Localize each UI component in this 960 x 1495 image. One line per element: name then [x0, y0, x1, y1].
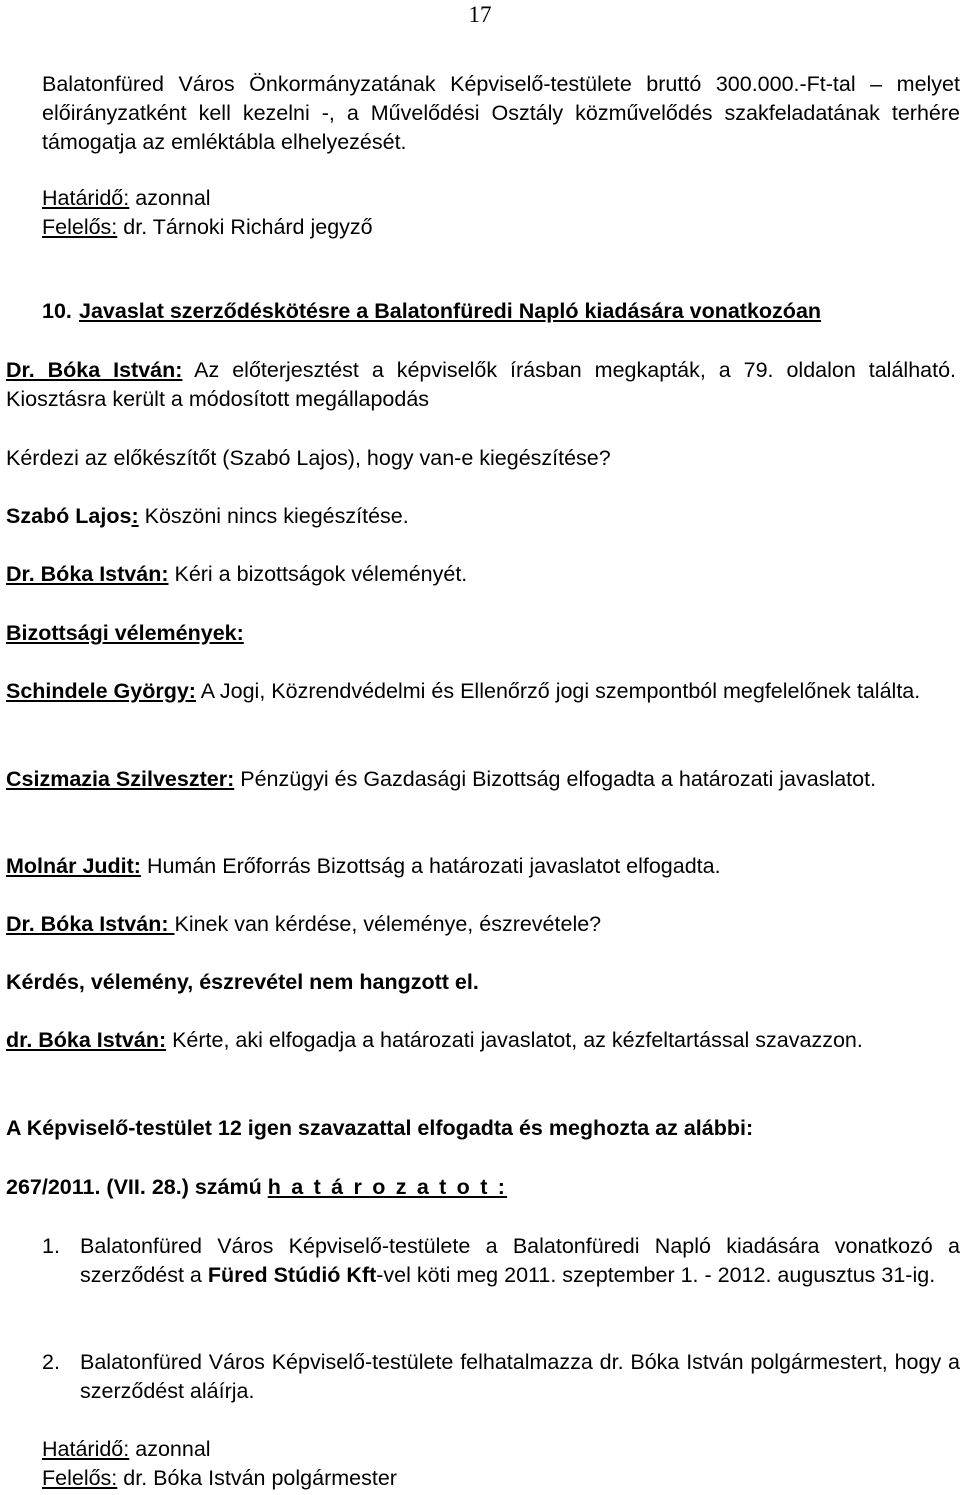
deadline-value: azonnal: [135, 186, 211, 210]
list-text: [80, 1348, 960, 1406]
list-text-part: -vel köti meg 2011. szeptember 1. - 2012. augusztus 31-ig.: [376, 1263, 936, 1287]
resolution-responsible: [42, 1464, 960, 1493]
paragraph-2: Kérdezi az előkészítőt (Szabó Lajos), hogy van-e kiegészítése?: [6, 446, 611, 470]
paragraph-4: [6, 560, 956, 589]
resolution-number: 267/2011. (VII. 28.) számú: [6, 1175, 268, 1199]
resolution-word: h a t á r o z a t o t :: [267, 1175, 508, 1199]
paragraph-text: Kinek van kérdése, véleménye, észrevétele?: [174, 912, 602, 936]
paragraph-6: [6, 677, 956, 706]
paragraph-text: Pénzügyi és Gazdasági Bizottság elfogadta a határozati javaslatot.: [234, 767, 877, 791]
speaker: dr. Bóka István:: [6, 1028, 167, 1052]
committee-opinions-heading: Bizottsági vélemények:: [6, 621, 244, 645]
paragraph-11: [6, 1026, 956, 1055]
list-number: 2.: [42, 1350, 60, 1374]
deadline-label: Határidő:: [42, 186, 130, 210]
paragraph-text: A Jogi, Közrendvédelmi és Ellenőrző jogi szempontból megfelelőnek találta.: [195, 679, 921, 703]
responsible-label: Felelős:: [42, 1466, 118, 1490]
paragraph-1: [6, 356, 956, 414]
deadline-label: Határidő:: [42, 1437, 130, 1461]
speaker: Schindele György:: [6, 679, 196, 703]
resolution-heading: [6, 1173, 956, 1202]
speaker-colon: :: [131, 504, 139, 528]
paragraph-text: Kérte, aki elfogadja a határozati javaslatot, az kézfeltartással szavazzon.: [166, 1028, 863, 1052]
paragraph-text: Az előterjesztést a képviselők írásban megkapták, a 79. oldalon található. Kiosztásra került a módosított megállapodás: [6, 358, 957, 411]
speaker: Szabó Lajos: [6, 504, 132, 528]
intro-deadline: [42, 184, 960, 213]
intro-paragraph: Balatonfüred Város Önkormányzatának Képviselő-testülete bruttó 300.000.-Ft-tal – melyet előirányzatként kell kezelni -, a Művelődési Osztály közművelődés szakfeladatának terhére támogatja az emléktábla elhelyezését.: [42, 72, 960, 154]
paragraph-text: Humán Erőforrás Bizottság a határozati javaslatot elfogadta.: [140, 854, 721, 878]
vote-result: A Képviselő-testület 12 igen szavazattal elfogadta és meghozta az alábbi:: [6, 1116, 754, 1140]
section-number: 10.: [42, 299, 72, 323]
resolution-deadline: [42, 1435, 960, 1464]
list-text-part: Balatonfüred Város Képviselő-testülete felhatalmazza dr. Bóka István polgármestert, hogy a szerződést aláírja.: [80, 1350, 960, 1403]
paragraph-8: [6, 852, 956, 881]
deadline-value: azonnal: [135, 1437, 211, 1461]
paragraph-9: [6, 910, 956, 939]
responsible-label: Felelős:: [42, 215, 118, 239]
paragraph-3: [6, 502, 956, 531]
speaker: Dr. Bóka István:: [6, 912, 175, 936]
resolution-item-2: [42, 1348, 960, 1406]
paragraph-7: [6, 765, 956, 794]
section-heading: [42, 297, 960, 326]
speaker: Csizmazia Szilveszter:: [6, 767, 235, 791]
responsible-value: dr. Bóka István polgármester: [123, 1466, 397, 1490]
intro-responsible: [42, 213, 960, 242]
paragraph-text: Köszöni nincs kiegészítése.: [138, 504, 409, 528]
list-text: [80, 1232, 960, 1290]
list-number: 1.: [42, 1234, 60, 1258]
resolution-item-1: [42, 1232, 960, 1290]
speaker: Dr. Bóka István:: [6, 562, 169, 586]
speaker: Molnár Judit:: [6, 854, 141, 878]
paragraph-text: Kéri a bizottságok véleményét.: [168, 562, 468, 586]
company-name: Füred Stúdió Kft: [207, 1263, 377, 1287]
list-text-part: Balatonfüred Város Képviselő-testülete a Balatonfüredi Napló kiadására vonatkozó a szerződést a: [80, 1234, 960, 1287]
section-title: Javaslat szerződéskötésre a Balatonfüredi Napló kiadására vonatkozóan: [79, 299, 822, 323]
responsible-value: dr. Tárnoki Richárd jegyző: [123, 215, 373, 239]
paragraph-10: Kérdés, vélemény, észrevétel nem hangzott el.: [6, 970, 479, 994]
speaker: Dr. Bóka István:: [6, 358, 183, 382]
page-number: 17: [468, 2, 492, 27]
